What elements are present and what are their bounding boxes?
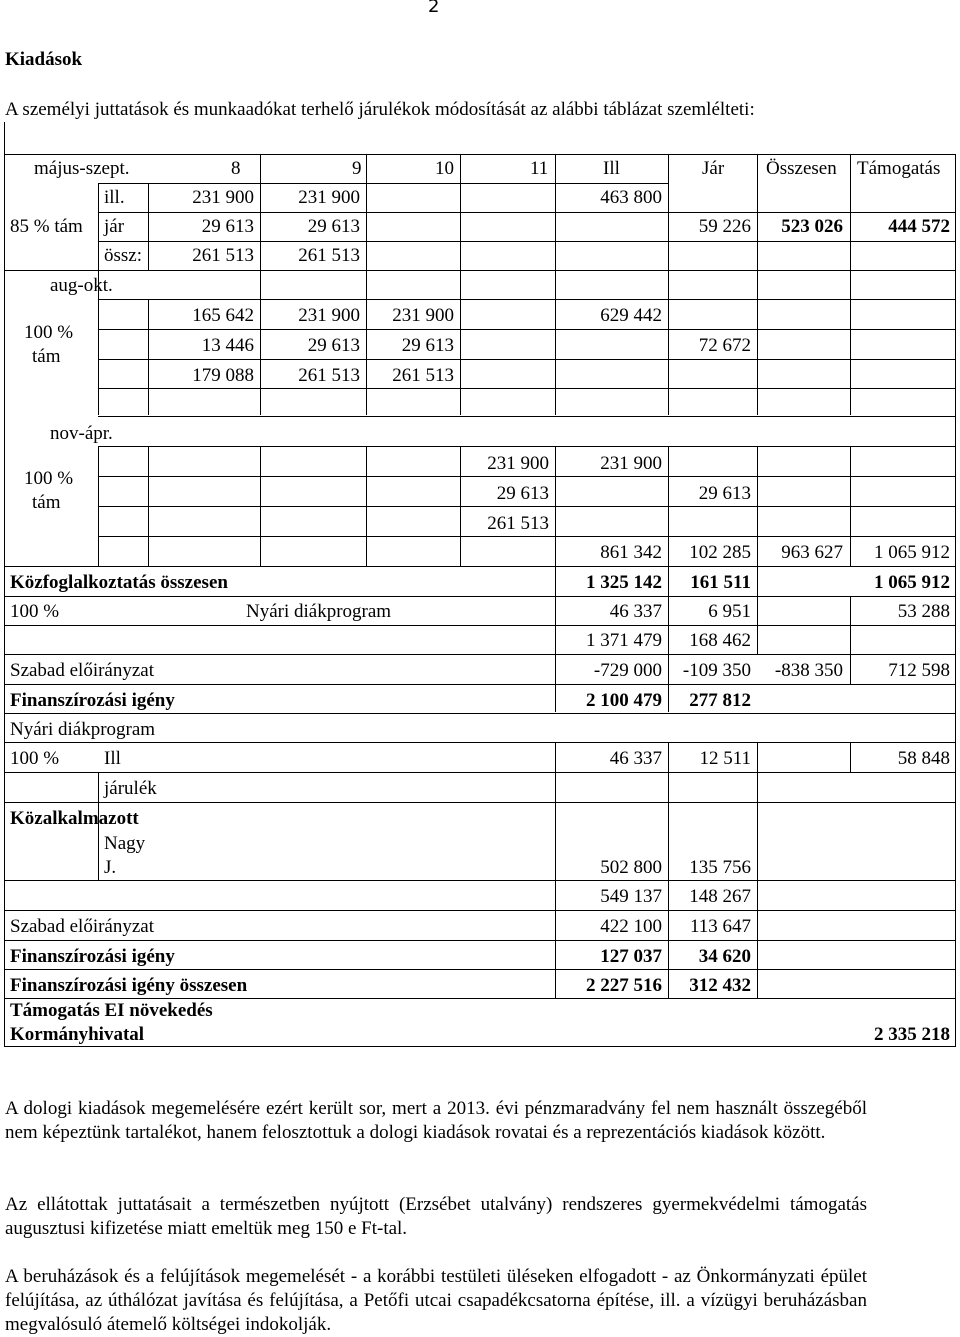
cell: 231 900 — [192, 187, 254, 208]
cell: 523 026 — [781, 216, 843, 237]
cell: 629 442 — [600, 305, 662, 326]
row-label: Nyári diákprogram — [246, 601, 392, 622]
cell: 312 432 — [689, 975, 751, 996]
row-name: össz: — [104, 245, 142, 266]
cell: 12 511 — [699, 748, 751, 769]
header-col-9: 9 — [352, 158, 362, 179]
header-col-ill: Ill — [603, 158, 620, 179]
cell: 463 800 — [600, 187, 662, 208]
cell: 127 037 — [600, 946, 662, 967]
cell: 29 613 — [201, 216, 254, 237]
header-col-tamogatas: Támogatás — [857, 158, 941, 179]
header-col-8: 8 — [231, 158, 241, 179]
cell: 1 065 912 — [874, 542, 950, 563]
cell: -729 000 — [593, 660, 662, 681]
cell: 1 065 912 — [874, 572, 950, 593]
row-label: Finanszírozási igény — [10, 690, 175, 711]
header-col-11: 11 — [530, 158, 549, 179]
cell: 179 088 — [192, 365, 254, 386]
cell: 29 613 — [307, 335, 360, 356]
cell: 2 227 516 — [586, 975, 662, 996]
row-label: 85 % tám — [10, 216, 83, 237]
row-label: Szabad előirányzat — [10, 916, 155, 937]
cell: 102 285 — [689, 542, 751, 563]
paragraph-ellatottak: Az ellátottak juttatásait a természetben nyújtott (Erzsébet utalvány) rendszeres gyermekvédelmi támogatás augusztusi kifizetése miatt emeltük meg 150 e Ft-tal. — [5, 1194, 867, 1239]
cell: 72 672 — [698, 335, 751, 356]
cell: 861 342 — [600, 542, 662, 563]
cell: 59 226 — [698, 216, 751, 237]
cell: -109 350 — [682, 660, 751, 681]
row-name: Ill — [104, 748, 121, 769]
page-number: 2 — [428, 0, 440, 17]
cell: 29 613 — [698, 483, 751, 504]
cell: 231 900 — [298, 305, 360, 326]
cell: 53 288 — [897, 601, 950, 622]
cell: 277 812 — [689, 690, 751, 711]
cell: 46 337 — [609, 601, 662, 622]
cell: 549 137 — [600, 886, 662, 907]
cell: 161 511 — [690, 572, 751, 593]
cell: 502 800 — [600, 857, 662, 878]
row-label: Szabad előirányzat — [10, 660, 155, 681]
period-label: nov-ápr. — [50, 423, 113, 444]
row-label: Közalkalmazott — [10, 808, 139, 829]
cell: 261 513 — [392, 365, 454, 386]
row-pct: 100 % — [10, 601, 60, 622]
cell: 29 613 — [401, 335, 454, 356]
cell: 231 900 — [600, 453, 662, 474]
period-label: aug-okt. — [50, 275, 113, 296]
row-label: tám — [32, 346, 61, 367]
header-col-jar: Jár — [702, 158, 725, 179]
cell: 58 848 — [897, 748, 950, 769]
row-label: Támogatás EI növekedés — [10, 1000, 213, 1021]
row-pct: 100 % — [10, 748, 60, 769]
cell: 34 620 — [698, 946, 751, 967]
header-col-10: 10 — [435, 158, 454, 179]
section-heading: Kiadások — [5, 49, 83, 70]
cell: 231 900 — [298, 187, 360, 208]
cell: 165 642 — [192, 305, 254, 326]
cell: 712 598 — [888, 660, 950, 681]
cell: 13 446 — [201, 335, 254, 356]
row-label: 100 % — [24, 468, 74, 489]
cell: 2 100 479 — [586, 690, 662, 711]
cell: 2 335 218 — [874, 1024, 950, 1045]
row-label: Finanszírozási igény összesen — [10, 975, 248, 996]
header-period: május-szept. — [34, 158, 130, 179]
row-label: Finanszírozási igény — [10, 946, 175, 967]
row-label: Közfoglalkoztatás összesen — [10, 572, 228, 593]
cell: 444 572 — [888, 216, 950, 237]
cell: 1 325 142 — [586, 572, 662, 593]
row-label: Kormányhivatal — [10, 1024, 145, 1045]
row-name: J. — [104, 857, 117, 878]
cell: 231 900 — [392, 305, 454, 326]
cell: -838 350 — [774, 660, 843, 681]
cell: 963 627 — [781, 542, 843, 563]
cell: 6 951 — [708, 601, 751, 622]
row-name: járulék — [104, 778, 157, 799]
cell: 261 513 — [298, 245, 360, 266]
cell: 29 613 — [307, 216, 360, 237]
cell: 261 513 — [298, 365, 360, 386]
row-name: Nagy — [104, 833, 146, 854]
paragraph-beruhazasok: A beruházások és a felújítások megemelését - a korábbi testületi üléseken elfogadott - az Önkormányzati épület felújítása, az úthálózat javítása és felújítása, a Petőfi utcai csapadékcsatorna építése, ill. a vízügyi beruházásban megvalósuló átemelő költségei indokolják. — [5, 1266, 867, 1335]
cell: 29 613 — [496, 483, 549, 504]
cell: 135 756 — [689, 857, 751, 878]
cell: 1 371 479 — [586, 630, 662, 651]
cell: 113 647 — [689, 916, 751, 937]
row-label: tám — [32, 492, 61, 513]
cell: 422 100 — [600, 916, 662, 937]
cell: 168 462 — [689, 630, 751, 651]
cell: 148 267 — [689, 886, 751, 907]
header-col-osszesen: Összesen — [766, 158, 837, 179]
cell: 261 513 — [192, 245, 254, 266]
row-name: ill. — [104, 187, 125, 208]
paragraph-dologi: A dologi kiadások megemelésére ezért került sor, mert a 2013. évi pénzmaradvány fel nem használt összegéből nem képeztünk tartalékot, hanem felosztottuk a dologi kiadások rovatai és a reprezentációs kiadások között. — [5, 1098, 867, 1143]
row-label: Nyári diákprogram — [10, 719, 156, 740]
row-label: 100 % — [24, 322, 74, 343]
cell: 231 900 — [487, 453, 549, 474]
row-name: jár — [104, 216, 125, 237]
cell: 46 337 — [609, 748, 662, 769]
cell: 261 513 — [487, 513, 549, 534]
intro-text: A személyi juttatások és munkaadókat terhelő járulékok módosítását az alábbi táblázat szemlélteti: — [5, 99, 755, 120]
